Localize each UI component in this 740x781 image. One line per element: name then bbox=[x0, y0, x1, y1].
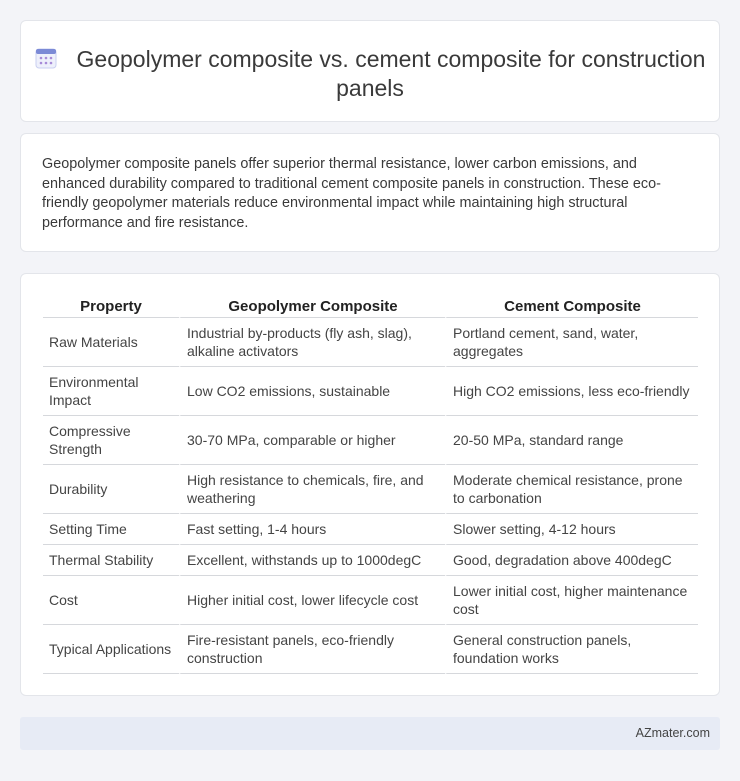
footer-bar bbox=[20, 717, 720, 750]
page-title: Geopolymer composite vs. cement composite for construction panels bbox=[76, 46, 706, 101]
source-credit[interactable]: AZmater.com bbox=[635, 726, 710, 740]
summary-card bbox=[20, 133, 720, 252]
cement-cell: Lower initial cost, higher maintenance cost bbox=[445, 576, 698, 625]
table-row bbox=[43, 625, 698, 674]
property-cell: Raw Materials bbox=[43, 318, 179, 367]
property-cell: Typical Applications bbox=[43, 625, 179, 674]
column-header-geopolymer: Geopolymer Composite bbox=[179, 296, 445, 318]
table-row bbox=[43, 545, 698, 576]
cement-cell: Good, degradation above 400degC bbox=[445, 545, 698, 576]
geopolymer-cell: Low CO2 emissions, sustainable bbox=[179, 367, 445, 416]
geopolymer-cell: 30-70 MPa, comparable or higher bbox=[179, 416, 445, 465]
table-row bbox=[43, 367, 698, 416]
cement-cell: Moderate chemical resistance, prone to carbonation bbox=[445, 465, 698, 514]
geopolymer-cell: Excellent, withstands up to 1000degC bbox=[179, 545, 445, 576]
geopolymer-cell: Fast setting, 1-4 hours bbox=[179, 514, 445, 545]
property-cell: Setting Time bbox=[43, 514, 179, 545]
cement-cell: Portland cement, sand, water, aggregates bbox=[445, 318, 698, 367]
property-cell: Durability bbox=[43, 465, 179, 514]
table-row bbox=[43, 318, 698, 367]
page-title-block bbox=[21, 45, 719, 103]
cement-cell: 20-50 MPa, standard range bbox=[445, 416, 698, 465]
cement-cell: General construction panels, foundation works bbox=[445, 625, 698, 674]
property-cell: Environmental Impact bbox=[43, 367, 179, 416]
summary-text: Geopolymer composite panels offer superior thermal resistance, lower carbon emissions, and enhanced durability compared to traditional cement composite panels in construction. These eco-friendly geopolymer materials reduce environmental impact while maintaining high structural performance and fire resistance. bbox=[42, 156, 661, 231]
table-row bbox=[43, 576, 698, 625]
comparison-table bbox=[43, 296, 698, 674]
geopolymer-cell: Fire-resistant panels, eco-friendly construction bbox=[179, 625, 445, 674]
geopolymer-cell: Higher initial cost, lower lifecycle cost bbox=[179, 576, 445, 625]
column-header-cement: Cement Composite bbox=[445, 296, 698, 318]
title-card bbox=[20, 20, 720, 122]
property-cell: Cost bbox=[43, 576, 179, 625]
property-cell: Thermal Stability bbox=[43, 545, 179, 576]
column-header-property: Property bbox=[43, 296, 179, 318]
table-row bbox=[43, 465, 698, 514]
cement-cell: High CO2 emissions, less eco-friendly bbox=[445, 367, 698, 416]
calendar-icon bbox=[35, 47, 57, 69]
geopolymer-cell: Industrial by-products (fly ash, slag), alkaline activators bbox=[179, 318, 445, 367]
geopolymer-cell: High resistance to chemicals, fire, and weathering bbox=[179, 465, 445, 514]
property-cell: Compressive Strength bbox=[43, 416, 179, 465]
table-row bbox=[43, 416, 698, 465]
table-row bbox=[43, 514, 698, 545]
comparison-card bbox=[20, 273, 720, 696]
cement-cell: Slower setting, 4-12 hours bbox=[445, 514, 698, 545]
table-header-row bbox=[43, 296, 698, 318]
